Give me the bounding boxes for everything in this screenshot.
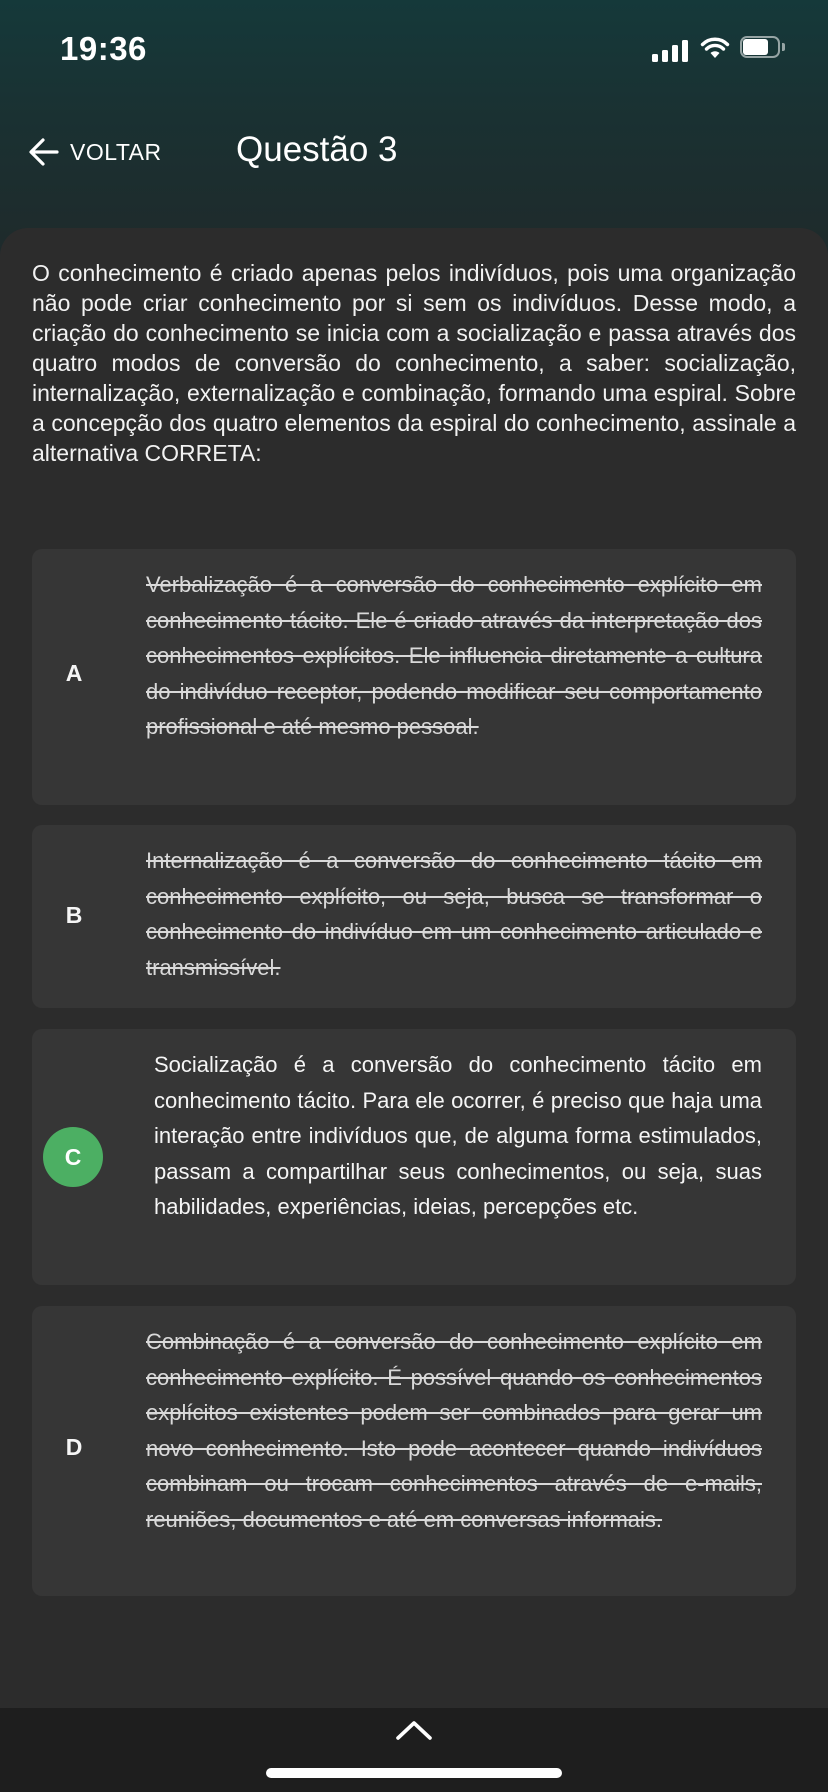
option-text: Combinação é a conversão do conhecimento explícito em conhecimento explícito. É possível quando os conhecimentos explícitos existentes podem ser combinados para gerar um novo conhecimento. Isto pode acontecer quando indivíduos combinam ou trocam conhecimentos através de e-mails, reuniões, documentos e até em conversas informais. [146, 1329, 762, 1532]
option-b[interactable] [32, 825, 796, 1008]
home-indicator [266, 1768, 562, 1778]
option-a[interactable] [32, 549, 796, 805]
option-letter: D [65, 1434, 83, 1460]
navigation-bar [0, 120, 828, 186]
option-letter: B [65, 902, 83, 928]
status-bar [0, 0, 828, 100]
option-selected-badge: C [43, 1127, 103, 1187]
option-text: Internalização é a conversão do conhecimento tácito em conhecimento explícito, ou seja, busca se transformar o conhecimento do indivíduo em um conhecimento articulado e transmissível. [146, 848, 762, 980]
battery-icon [740, 36, 786, 62]
back-button[interactable] [28, 134, 162, 170]
option-d[interactable] [32, 1306, 796, 1596]
wifi-icon [700, 36, 730, 60]
option-text: Verbalização é a conversão do conhecimento explícito em conhecimento tácito. Ele é criado através da interpretação dos conhecimentos explícitos. Ele influencia diretamente a cultura do indivíduo receptor, podendo modificar seu comportamento profissional e até mesmo pessoal. [146, 572, 762, 739]
status-time: 19:36 [60, 30, 147, 67]
bottom-bar [0, 1708, 828, 1792]
question-sheet [0, 228, 828, 1708]
cellular-signal-icon [652, 38, 690, 62]
question-text: O conhecimento é criado apenas pelos indivíduos, pois uma organização não pode criar conhecimento por si sem os indivíduos. Desse modo, a criação do conhecimento se inicia com a socialização e passa através dos quatro modos de conversão do conhecimento, a saber: socialização, internalização, externalização e combinação, formando uma espiral. Sobre a concepção dos quatro elementos da espiral do conhecimento, assinale a alternativa CORRETA: [32, 260, 796, 466]
back-label: VOLTAR [70, 138, 162, 165]
page-title: Questão 3 [236, 130, 398, 169]
option-text: Socialização é a conversão do conhecimento tácito em conhecimento tácito. Para ele ocorrer, é preciso que haja uma interação entre indivíduos que, de alguma forma estimulados, passam a compartilhar seus conhecimentos, ou seja, suas habilidades, experiências, ideias, percepções etc. [154, 1052, 762, 1219]
option-letter: A [65, 660, 83, 686]
option-c[interactable] [32, 1029, 796, 1285]
chevron-up-icon[interactable] [394, 1718, 434, 1742]
arrow-left-icon [28, 137, 60, 167]
